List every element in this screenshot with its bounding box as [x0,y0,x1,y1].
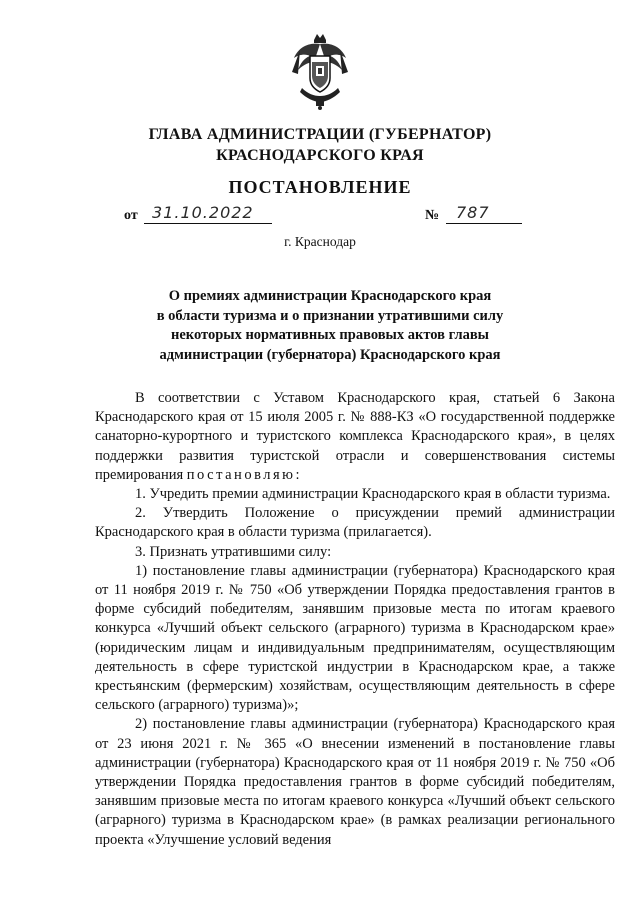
title-line: некоторых нормативных правовых актов главы [171,327,489,343]
number-handwritten: 787 [456,203,490,222]
preamble-paragraph [95,389,615,485]
clause-3-item-2: 2) постановление главы администрации (губернатора) Краснодарского края от 23 июня 2021 г. № 365 «О внесении изменений в постановление главы администрации (губернатора) Краснодарского края от 11 ноября 2019 г. № 750 «Об утверждении Порядка предоставления грантов в форме субсидий победителям, занявшим призовые места по итогам краевого конкурса «Лучший объект сельского (аграрного) туризма в Краснодарском крае» (в рамках реализации регионального проекта «Улучшение условий ведения [95,716,615,848]
title-line: О премиях администрации Краснодарского края [168,288,492,304]
krasnodar-coat-of-arms-icon [288,32,352,110]
number-underline [446,223,522,224]
date-underline [144,223,272,224]
decree-word: постановляю [186,466,296,483]
organization-region: КРАСНОДАРСКОГО КРАЯ [216,147,424,164]
organization-name: ГЛАВА АДМИНИСТРАЦИИ (ГУБЕРНАТОР) [148,126,492,143]
title-line: администрации (губернатора) Краснодарского края [159,346,501,363]
preamble-colon: : [295,466,300,483]
city-name: г. Краснодар [284,234,356,249]
document-type: ПОСТАНОВЛЕНИЕ [228,177,412,197]
date-label: от [124,208,138,223]
clause-1: 1. Учредить премии администрации Краснодарского края в области туризма. [135,486,611,503]
date-handwritten: 31.10.2022 [152,203,254,222]
document-body [95,389,615,850]
number-label: № [425,208,440,223]
preamble-text: В соответствии с Уставом Краснодарского края, статьей 6 Закона Краснодарского края от 15 июля 2005 г. № 888-КЗ «О государственной поддержке санаторно-курортного и туристского комплекса Краснодарского края», в целях поддержки развития туристской отрасли и совершенствования системы премирования [95,390,615,483]
document-title [150,287,510,365]
clause-3-item-1: 1) постановление главы администрации (губернатора) Краснодарского края от 11 ноября 2019 г. № 750 «Об утверждении Порядка предоставления грантов в форме субсидий победителям, занявшим призовые места по итогам краевого конкурса «Лучший объект сельского (аграрного) туризма в Краснодарском крае» (юридическим лицам и индивидуальным предпринимателям, осуществляющим деятельность в сфере туристской индустрии в Краснодарском крае, а также крестьянским (фермерским) хозяйствам, осуществляющим деятельность в сфере сельского (аграрного) туризма)»; [95,562,615,714]
clause-3: 3. Признать утратившими силу: [135,543,332,560]
clause-2: 2. Утвердить Положение о присуждении премий администрации Краснодарского края в области туризма (прилагается). [95,505,615,541]
title-line: в области туризма и о признании утратившими силу [156,307,504,324]
